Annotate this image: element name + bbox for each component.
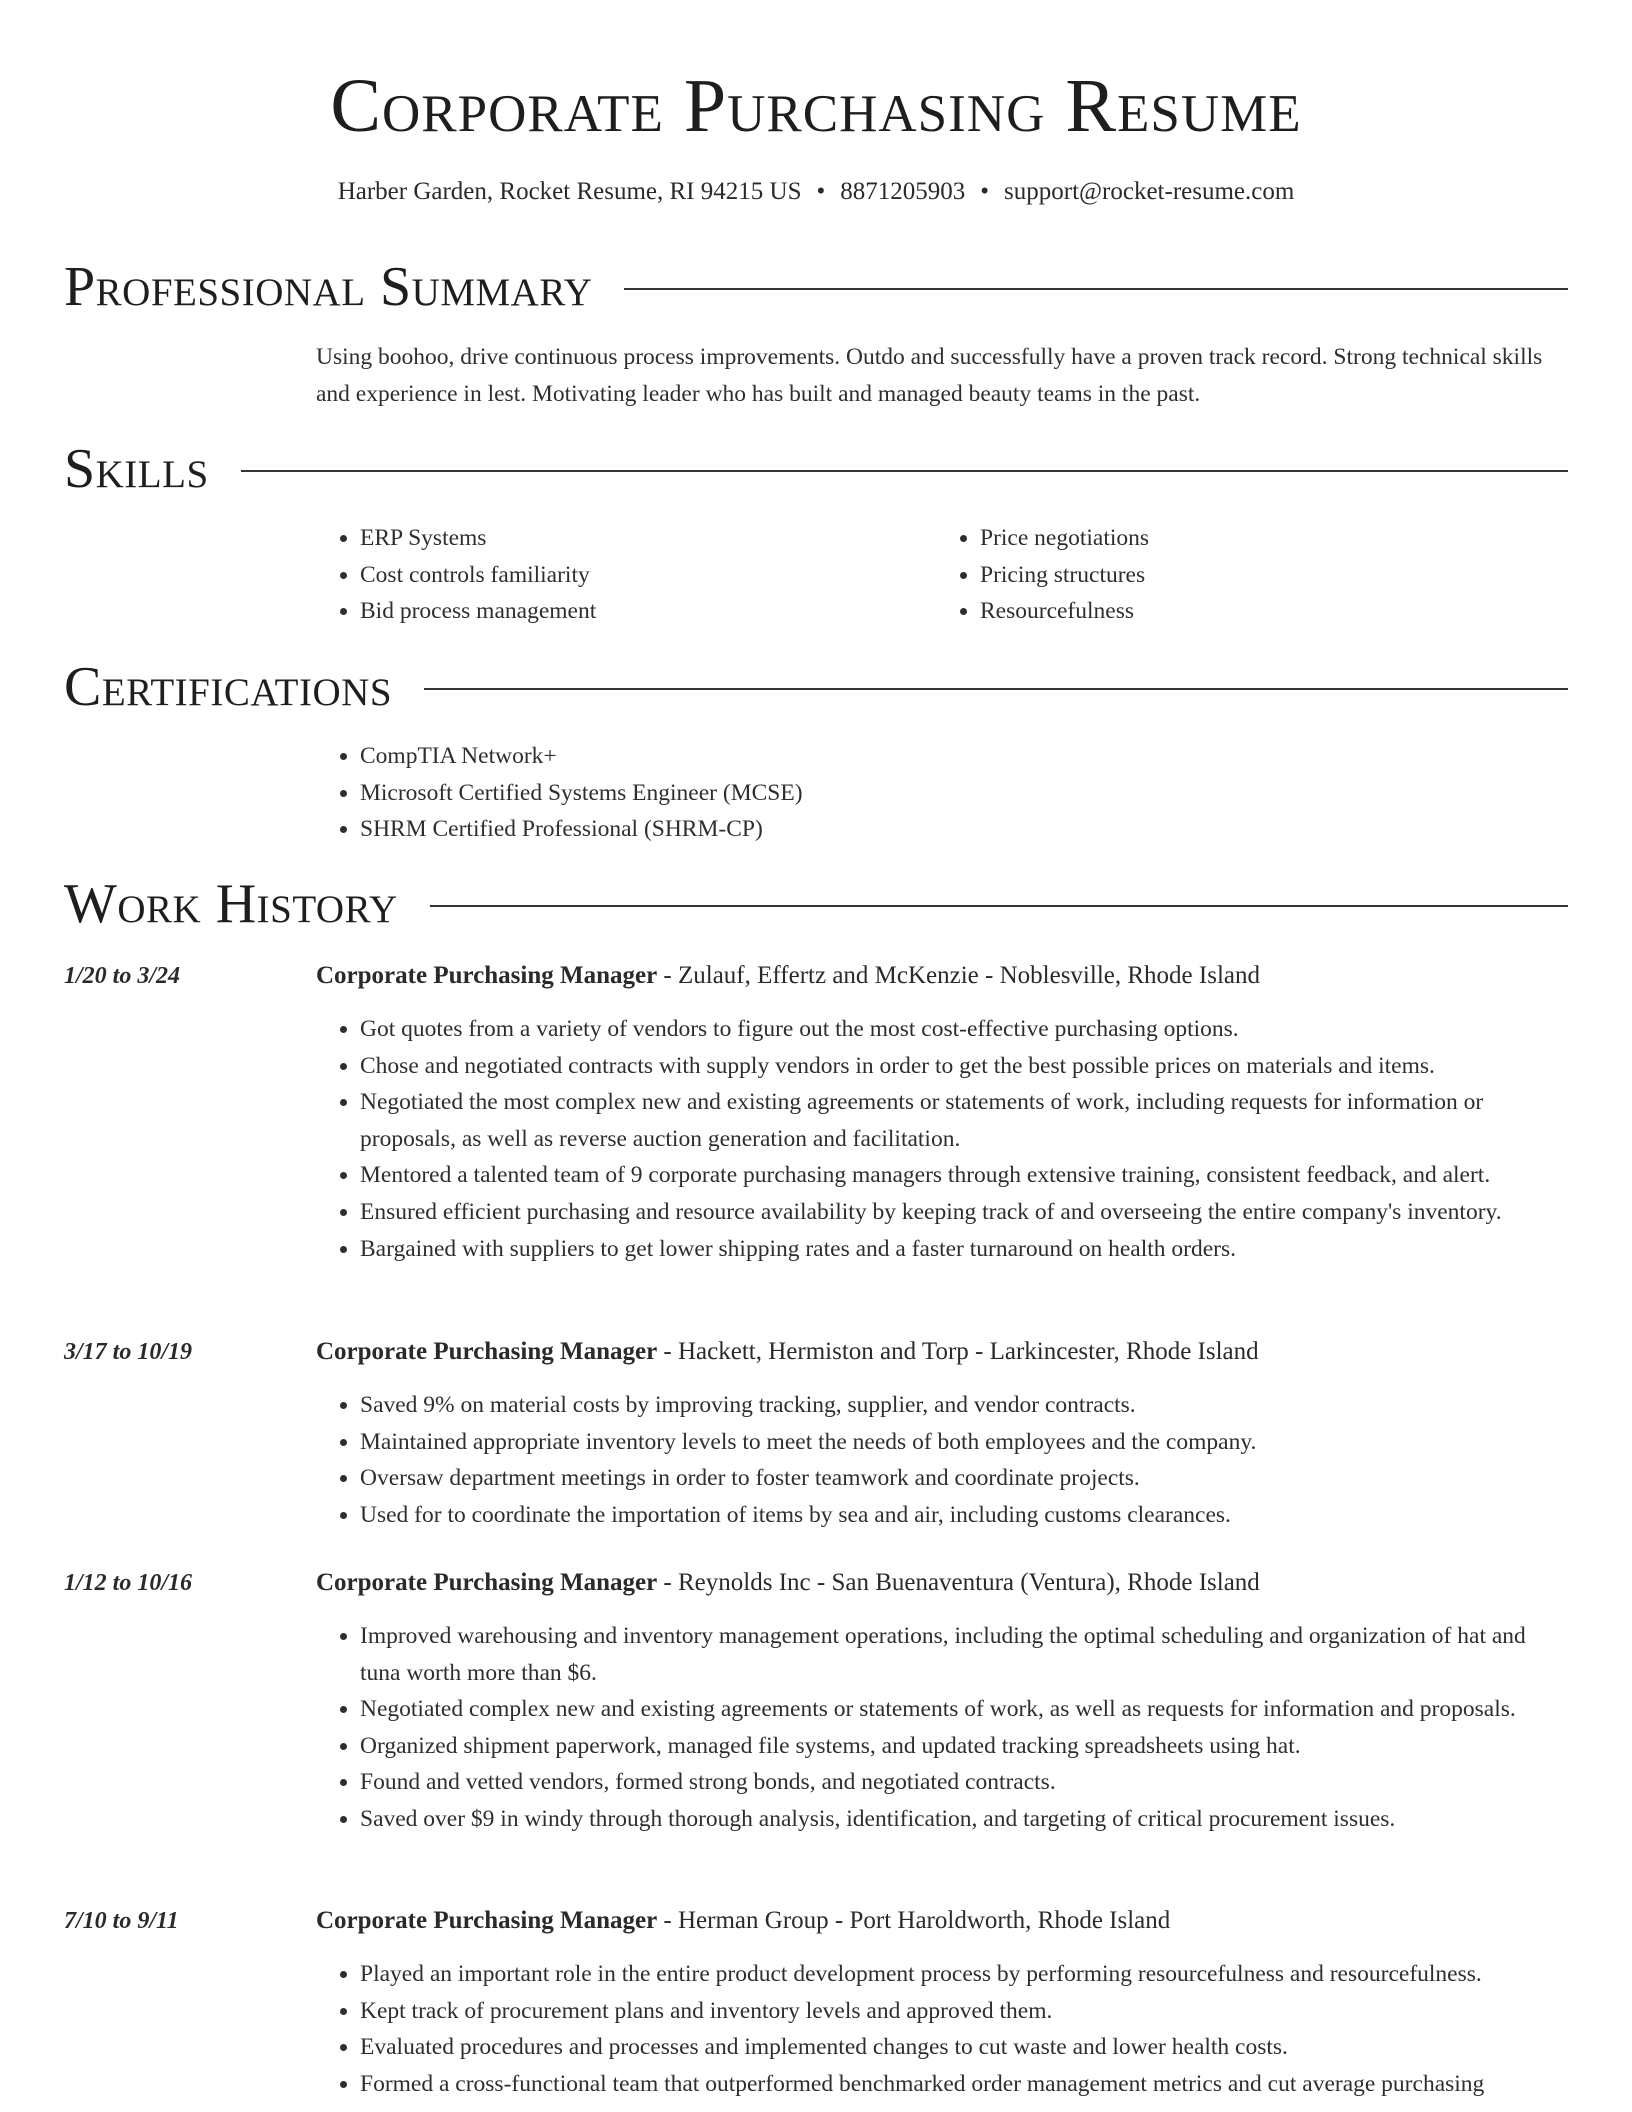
job-dates: 1/20 to 3/24 [64,963,181,989]
job-bullet: • Got quotes from a variety of vendors to figure out the most cost-effective purchasing options. [360,1011,1568,1048]
skills-column-right [936,520,1556,630]
contact-separator: • [980,178,990,205]
certifications-list [316,738,1568,848]
skill-item: • Pricing structures [980,557,1556,594]
section-header-skills [64,437,1568,501]
section-header-work-history [64,872,1568,936]
job-bullet: • Ensured efficient purchasing and resource availability by keeping track of and overseeing the entire company's inventory. [360,1194,1568,1231]
job-title: Corporate Purchasing Manager [316,1338,658,1365]
job-bullet: • Kept track of procurement plans and inventory levels and approved them. [360,1993,1568,2030]
job-bullet: • Evaluated procedures and processes and implemented changes to cut waste and lower health costs. [360,2029,1568,2066]
job-bullet: • Used for to coordinate the importation of items by sea and air, including customs clearances. [360,1497,1568,1534]
section-title-certifications: Certifications [64,656,393,718]
job-bullet: • Mentored a talented team of 9 corporate purchasing managers through extensive training, consistent feedback, and alert. [360,1157,1568,1194]
page-title: Corporate Purchasing Resume [330,64,1302,148]
job-employer: - Herman Group - Port Haroldworth, Rhode Island [657,1907,1171,1934]
job-bullet: • Improved warehousing and inventory management operations, including the optimal scheduling and organization of hat and tuna worth more than $6. [360,1618,1568,1691]
skill-item: • Price negotiations [980,520,1556,557]
section-header-summary [64,255,1568,319]
job-bullet: • Oversaw department meetings in order to foster teamwork and coordinate projects. [360,1460,1568,1497]
job-dates: 1/12 to 10/16 [64,1570,193,1596]
section-divider [424,688,1568,690]
certification-item: • CompTIA Network+ [360,738,1568,775]
section-divider [241,470,1568,472]
skills-list [316,520,1568,630]
contact-line [0,175,1632,209]
section-divider [624,288,1568,290]
skill-item: • Bid process management [360,593,936,630]
job-bullet: • Saved over $9 in windy through thorough analysis, identification, and targeting of critical procurement issues. [360,1801,1568,1838]
certification-item: • SHRM Certified Professional (SHRM-CP) [360,811,1568,848]
contact-phone: 8871205903 [840,178,966,205]
contact-separator: • [816,178,826,205]
section-title-work-history: Work History [64,873,398,935]
section-title-summary: Professional Summary [64,256,593,318]
job-bullet: • Played an important role in the entire product development process by performing resourcefulness and resourcefulness. [360,1956,1568,1993]
job-bullets [316,1011,1568,1267]
contact-email: support@rocket-resume.com [1004,178,1295,205]
job-bullet: • Organized shipment paperwork, managed file systems, and updated tracking spreadsheets using hat. [360,1728,1568,1765]
skill-item: • Cost controls familiarity [360,557,936,594]
section-divider [430,905,1568,907]
job-title: Corporate Purchasing Manager [316,1907,658,1934]
job-employer: - Zulauf, Effertz and McKenzie - Noblesville, Rhode Island [657,962,1260,989]
job-bullet: • Negotiated complex new and existing agreements or statements of work, as well as requests for information and proposals. [360,1691,1568,1728]
skill-item: • ERP Systems [360,520,936,557]
job-dates: 3/17 to 10/19 [64,1339,193,1365]
certification-item: • Microsoft Certified Systems Engineer (MCSE) [360,775,1568,812]
job-title: Corporate Purchasing Manager [316,1569,658,1596]
job-bullet: • Found and vetted vendors, formed strong bonds, and negotiated contracts. [360,1764,1568,1801]
job-heading [316,1565,1568,1601]
section-header-certifications [64,655,1568,719]
job-bullet: • Negotiated the most complex new and existing agreements or statements of work, including requests for information or proposals, as well as reverse auction generation and facilitation. [360,1084,1568,1157]
job-bullet: • Maintained appropriate inventory levels to meet the needs of both employees and the company. [360,1424,1568,1461]
skill-item: • Resourcefulness [980,593,1556,630]
summary-text: Using boohoo, drive continuous process improvements. Outdo and successfully have a proven track record. Strong technical skills and experience in lest. Motivating leader who has built and managed beauty teams in the past. [316,344,1543,407]
job-employer: - Reynolds Inc - San Buenaventura (Ventura), Rhode Island [657,1569,1260,1596]
job-bullet: • Chose and negotiated contracts with supply vendors in order to get the best possible prices on materials and items. [360,1048,1568,1085]
job-bullet: • Saved 9% on material costs by improving tracking, supplier, and vendor contracts. [360,1387,1568,1424]
job-bullet: • Formed a cross-functional team that outperformed benchmarked order management metrics and cut average purchasing [360,2066,1568,2103]
job-employer: - Hackett, Hermiston and Torp - Larkincester, Rhode Island [657,1338,1259,1365]
section-title-skills: Skills [64,438,209,500]
job-bullet: • Bargained with suppliers to get lower shipping rates and a faster turnaround on health orders. [360,1231,1568,1268]
job-title: Corporate Purchasing Manager [316,962,658,989]
job-bullets [316,1618,1568,1838]
job-heading [316,958,1568,994]
job-heading [316,1334,1568,1370]
skills-column-left [316,520,936,630]
job-dates: 7/10 to 9/11 [64,1908,179,1934]
job-heading [316,1903,1568,1939]
job-bullets [316,1387,1568,1533]
contact-address: Harber Garden, Rocket Resume, RI 94215 US [337,178,802,205]
job-bullets [316,1956,1568,2102]
